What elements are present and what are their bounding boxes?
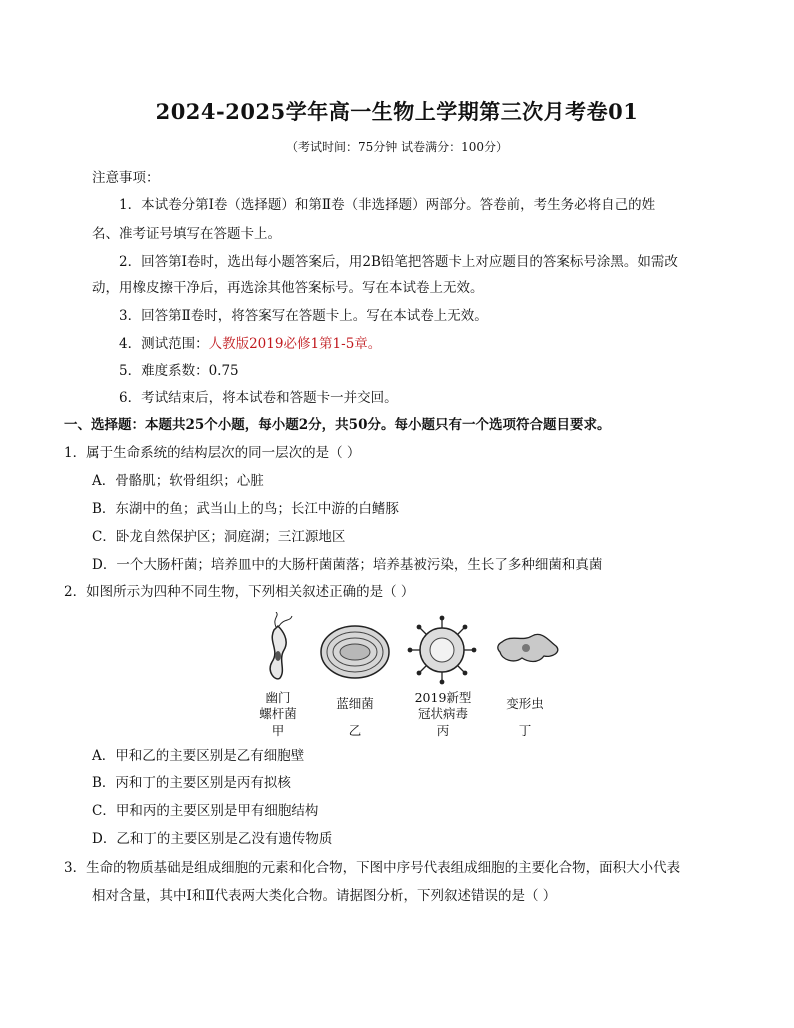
question-2-option-a: A．甲和乙的主要区别是乙有细胞壁 bbox=[92, 748, 305, 764]
notice-item-1-line-1: 1．本试卷分第Ⅰ卷（选择题）和第Ⅱ卷（非选择题）两部分。答卷前，考生务必将自己的姓 bbox=[119, 197, 656, 213]
section-heading: 一、选择题：本题共25个小题，每小题2分，共50分。每小题只有一个选项符合题目要求。 bbox=[64, 417, 611, 433]
question-1-stem: 1．属于生命系统的结构层次的同一层次的是（ ） bbox=[64, 445, 361, 461]
question-2-stem: 2．如图所示为四种不同生物，下列相关叙述正确的是（ ） bbox=[64, 584, 415, 600]
question-1-option-a: A．骨骼肌；软骨组织；心脏 bbox=[92, 473, 264, 489]
notice-item-3: 3．回答第Ⅱ卷时，将答案写在答题卡上。写在本试卷上无效。 bbox=[119, 308, 488, 324]
notice-item-2-line-2: 动，用橡皮擦干净后，再选涂其他答案标号。写在本试卷上无效。 bbox=[92, 280, 484, 296]
label-coronavirus-line-1: 2019新型 bbox=[414, 690, 472, 705]
mark-bing: 丙 bbox=[436, 723, 450, 738]
notice-item-6: 6．考试结束后，将本试卷和答题卡一并交回。 bbox=[119, 390, 398, 406]
notice-item-4-prefix: 4．测试范围： bbox=[119, 336, 209, 352]
mark-jia: 甲 bbox=[271, 723, 285, 738]
notice-item-1-line-2: 名、准考证号填写在答题卡上。 bbox=[92, 226, 281, 242]
label-cyanobacteria: 蓝细菌 bbox=[336, 696, 374, 711]
exam-subtitle: （考试时间：75分钟 试卷满分：100分） bbox=[286, 140, 508, 154]
amoeba-drawing bbox=[498, 634, 558, 661]
coronavirus-drawing bbox=[408, 616, 477, 685]
label-helicobacter-line-1: 幽门 bbox=[265, 690, 291, 705]
organisms-illustration bbox=[250, 612, 570, 694]
question-1-option-b: B．东湖中的鱼；武当山上的鸟；长江中游的白鳍豚 bbox=[92, 501, 399, 517]
label-amoeba: 变形虫 bbox=[506, 696, 544, 711]
notice-heading: 注意事项： bbox=[92, 170, 160, 186]
question-3-stem-line-2: 相对含量，其中Ⅰ和Ⅱ代表两大类化合物。请据图分析，下列叙述错误的是（ ） bbox=[92, 888, 557, 904]
label-coronavirus-line-2: 冠状病毒 bbox=[417, 706, 468, 721]
notice-item-5: 5．难度系数：0.75 bbox=[119, 363, 239, 379]
question-1-option-c: C．卧龙自然保护区；洞庭湖；三江源地区 bbox=[92, 529, 346, 545]
question-2-option-b: B．丙和丁的主要区别是丙有拟核 bbox=[92, 775, 291, 791]
question-2-option-d: D．乙和丁的主要区别是乙没有遗传物质 bbox=[92, 831, 333, 847]
page-title: 2024-2025学年高一生物上学期第三次月考卷01 bbox=[155, 99, 639, 124]
cyanobacteria-drawing bbox=[321, 626, 389, 678]
mark-yi: 乙 bbox=[348, 723, 362, 738]
helicobacter-pylori-drawing bbox=[270, 612, 292, 679]
mark-ding: 丁 bbox=[518, 723, 532, 738]
question-1-option-d: D．一个大肠杆菌；培养皿中的大肠杆菌菌落；培养基被污染，生长了多种细菌和真菌 bbox=[92, 557, 603, 573]
organisms-figure bbox=[250, 612, 570, 738]
test-scope: 人教版2019必修1第1-5章。 bbox=[208, 336, 382, 352]
label-helicobacter-line-2: 螺杆菌 bbox=[259, 706, 297, 721]
notice-item-4 bbox=[119, 332, 381, 352]
question-2-option-c: C．甲和丙的主要区别是甲有细胞结构 bbox=[92, 803, 319, 819]
notice-item-2-line-1: 2．回答第Ⅰ卷时，选出每小题答案后，用2B铅笔把答题卡上对应题目的答案标号涂黑。如需改 bbox=[119, 254, 678, 270]
question-3-stem-line-1: 3．生命的物质基础是组成细胞的元素和化合物，下图中序号代表组成细胞的主要化合物，面积大小代表 bbox=[64, 860, 681, 876]
